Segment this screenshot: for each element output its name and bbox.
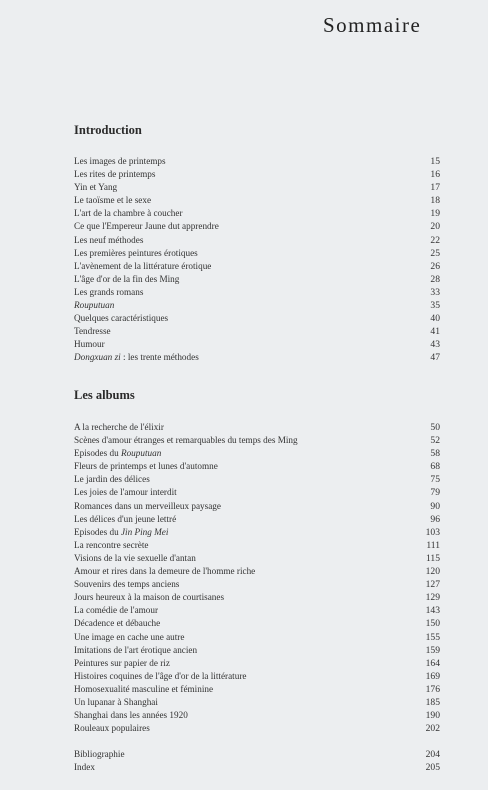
toc-entry-page: 190 <box>425 710 440 722</box>
toc-entry-title: Shanghai dans les années 1920 <box>74 710 188 721</box>
toc-entry-title: L'âge d'or de la fin des Ming <box>74 273 180 284</box>
toc-entry-title: Romances dans un merveilleux paysage <box>74 500 221 511</box>
toc-entry-page: 96 <box>430 513 440 525</box>
toc-entry-page: 33 <box>430 286 440 298</box>
toc-entry-page: 143 <box>425 605 440 617</box>
toc-entry-title: Bibliographie <box>74 749 125 759</box>
toc-entry-title: Fleurs de printemps et lunes d'automne <box>74 461 218 472</box>
toc-entry-title: Décadence et débauche <box>74 618 161 629</box>
toc-entry <box>74 604 444 617</box>
toc-entry-title: Souvenirs des temps anciens <box>74 579 180 590</box>
toc-entry <box>74 220 444 233</box>
toc-entry <box>74 748 444 761</box>
toc-entry-title: Les neuf méthodes <box>74 234 144 245</box>
toc-entry <box>74 338 444 351</box>
toc-entry-page: 159 <box>425 644 440 656</box>
toc-entry <box>74 486 444 499</box>
toc-entry <box>74 286 444 299</box>
toc-entry-title <box>74 351 199 364</box>
section-backmatter <box>74 748 444 774</box>
toc-entry-page: 17 <box>430 182 440 194</box>
toc-entry-page: 155 <box>425 631 440 643</box>
toc-entry-page: 68 <box>430 461 440 473</box>
toc-entry <box>74 761 444 774</box>
toc-entry <box>74 181 444 194</box>
toc-entry-page: 90 <box>430 500 440 512</box>
toc-entry-title: Histoires coquines de l'âge d'or de la littérature <box>74 670 247 681</box>
toc-entry-title: Rouputuan <box>74 300 115 311</box>
toc-entry <box>74 421 444 434</box>
toc-entry-title-italic: Dongxuan zi <box>74 352 121 363</box>
toc-entry-page: 25 <box>430 247 440 259</box>
toc-entry-page: 115 <box>425 552 440 564</box>
toc-entry-title: Le taoïsme et le sexe <box>74 195 152 206</box>
toc-entry-page: 58 <box>430 448 440 460</box>
toc-entry-title: Humour <box>74 339 105 350</box>
toc-entry-title-part: : les trente méthodes <box>120 352 199 363</box>
toc-entry <box>74 299 444 312</box>
toc-list <box>74 421 444 735</box>
toc-entry-page: 79 <box>430 487 440 499</box>
toc-entry-page: 26 <box>430 260 440 272</box>
toc-entry-title: Rouleaux populaires <box>74 723 150 734</box>
toc-entry-title: Peintures sur papier de riz <box>74 657 170 668</box>
toc-entry <box>74 722 444 735</box>
toc-entry-page: 205 <box>425 762 440 774</box>
toc-entry <box>74 351 444 364</box>
toc-entry-title: Un lupanar à Shanghai <box>74 696 158 707</box>
toc-entry-title: Tendresse <box>74 326 111 337</box>
toc-entry <box>74 207 444 220</box>
toc-entry <box>74 473 444 486</box>
toc-entry-page: 28 <box>430 273 440 285</box>
toc-entry-page: 41 <box>430 326 440 338</box>
toc-entry-page: 129 <box>425 592 440 604</box>
toc-entry <box>74 696 444 709</box>
toc-entry <box>74 325 444 338</box>
toc-entry <box>74 500 444 513</box>
toc-entry-title-part: Episodes du <box>74 448 121 459</box>
toc-entry <box>74 657 444 670</box>
toc-entry-page: 164 <box>425 657 440 669</box>
toc-entry-title: Visions de la vie sexuelle d'antan <box>74 552 196 563</box>
toc-entry <box>74 670 444 683</box>
toc-entry-title: Imitations de l'art érotique ancien <box>74 644 198 655</box>
section-introduction <box>74 123 444 365</box>
toc-entry-title: La comédie de l'amour <box>74 605 159 616</box>
toc-entry <box>74 709 444 722</box>
toc-entry <box>74 578 444 591</box>
toc-entry-title: L'art de la chambre à coucher <box>74 208 183 219</box>
toc-entry-title-italic: Rouputuan <box>120 448 162 459</box>
toc-entry-page: 75 <box>430 474 440 486</box>
toc-entry-title: L'avènement de la littérature érotique <box>74 260 212 271</box>
toc-entry-page: 150 <box>425 618 440 630</box>
toc-entry-page: 40 <box>430 313 440 325</box>
toc-entry-title <box>74 447 161 460</box>
toc-entry-title-italic: Jin Ping Mei <box>120 526 169 537</box>
toc-entry-page: 127 <box>425 579 440 591</box>
toc-entry-title: La rencontre secrète <box>74 539 149 550</box>
toc-entry-page: 103 <box>425 526 440 538</box>
toc-entry-page: 47 <box>430 352 440 364</box>
toc-entry-title: Index <box>74 762 95 773</box>
toc-entry <box>74 526 444 539</box>
toc-entry <box>74 552 444 565</box>
page-title: Sommaire <box>323 13 422 37</box>
toc-entry-title: Les premières peintures érotiques <box>74 247 198 258</box>
toc-entry <box>74 539 444 552</box>
toc-entry-page: 50 <box>430 422 440 433</box>
toc-entry-title: Jours heureux à la maison de courtisanes <box>74 592 225 603</box>
toc-entry-title: Amour et rires dans la demeure de l'homme riche <box>74 566 256 577</box>
toc-entry <box>74 155 444 168</box>
toc-entry-page: 202 <box>425 723 440 735</box>
toc-entry <box>74 591 444 604</box>
toc-entry-page: 185 <box>425 696 440 708</box>
toc-entry-page: 169 <box>425 670 440 682</box>
toc-list <box>74 748 444 774</box>
toc-entry <box>74 447 444 460</box>
toc-entry <box>74 460 444 473</box>
toc-entry-title: Une image en cache une autre <box>74 631 185 642</box>
toc-entry-title: A la recherche de l'élixir <box>74 422 164 432</box>
toc-entry-page: 52 <box>430 435 440 447</box>
toc-entry-page: 20 <box>430 221 440 233</box>
toc-entry-title: Yin et Yang <box>74 182 118 193</box>
toc-entry-page: 111 <box>426 539 440 551</box>
toc-entry-title: Les joies de l'amour interdit <box>74 487 177 498</box>
toc-entry <box>74 168 444 181</box>
toc-entry-title: Le jardin des délices <box>74 474 150 485</box>
section-albums <box>74 388 444 735</box>
toc-entry <box>74 273 444 286</box>
toc-entry-title: Ce que l'Empereur Jaune dut apprendre <box>74 221 219 232</box>
toc-entry-title: Quelques caractéristiques <box>74 313 169 324</box>
toc-entry <box>74 247 444 260</box>
toc-entry <box>74 565 444 578</box>
toc-entry-title-part: Episodes du <box>74 526 121 537</box>
toc-entry <box>74 513 444 526</box>
toc-entry-title: Homosexualité masculine et féminine <box>74 683 214 694</box>
toc-entry-page: 204 <box>425 749 440 760</box>
section-heading: Introduction <box>74 123 142 137</box>
toc-entry-page: 35 <box>430 300 440 312</box>
toc-entry <box>74 312 444 325</box>
toc-entry-title: Les grands romans <box>74 286 144 297</box>
toc-entry <box>74 434 444 447</box>
toc-entry-title: Scènes d'amour étranges et remarquables du temps des Ming <box>74 435 298 446</box>
toc-entry <box>74 683 444 696</box>
toc-entry <box>74 631 444 644</box>
toc-entry <box>74 617 444 630</box>
toc-entry-page: 176 <box>425 683 440 695</box>
toc-list <box>74 155 444 365</box>
toc-entry-page: 16 <box>430 169 440 181</box>
toc-entry-page: 22 <box>430 234 440 246</box>
toc-entry-page: 18 <box>430 195 440 207</box>
toc-entry-title: Les délices d'un jeune lettré <box>74 513 177 524</box>
toc-entry-page: 19 <box>430 208 440 220</box>
toc-entry <box>74 644 444 657</box>
section-heading: Les albums <box>74 388 135 402</box>
toc-entry <box>74 260 444 273</box>
toc-entry-title <box>74 526 168 539</box>
toc-entry-page: 15 <box>430 156 440 167</box>
toc-entry-title: Les images de printemps <box>74 156 166 166</box>
toc-entry <box>74 194 444 207</box>
toc-entry-page: 43 <box>430 339 440 351</box>
toc-entry-page: 120 <box>425 566 440 578</box>
toc-entry-title: Les rites de printemps <box>74 169 156 180</box>
toc-entry <box>74 234 444 247</box>
